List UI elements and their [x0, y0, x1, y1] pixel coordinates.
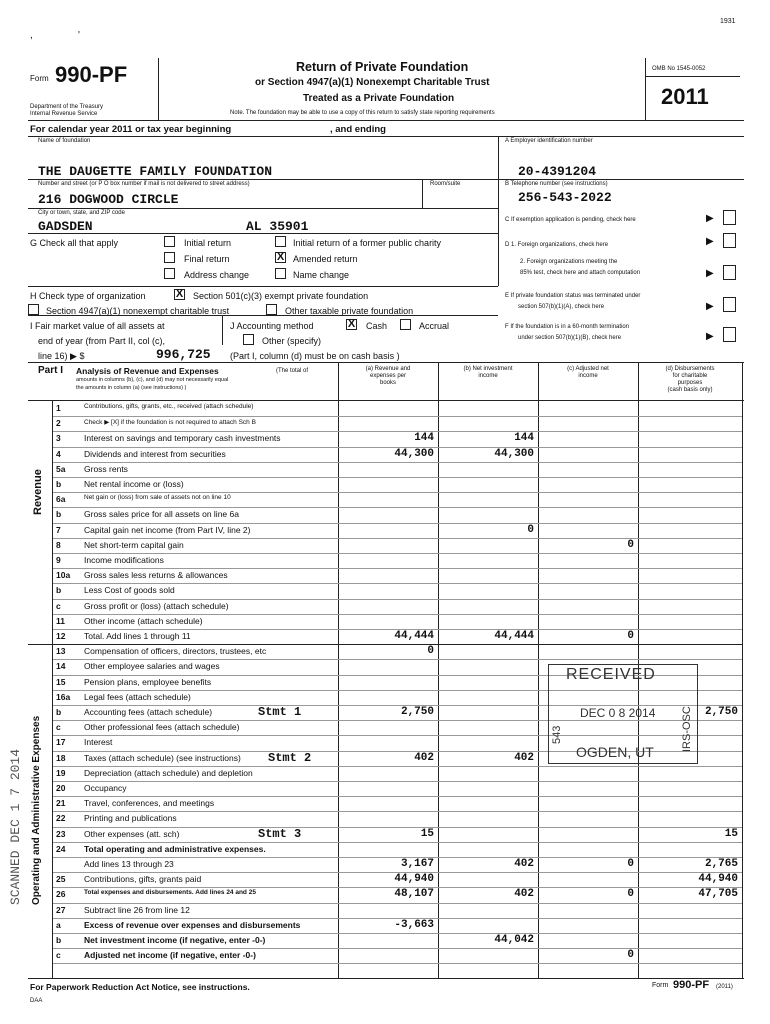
row-number: 16a	[56, 691, 71, 702]
column-header-d: (cash basis only)	[667, 387, 713, 393]
row-label: Printing and publications	[84, 813, 177, 824]
arrow-icon: ▶	[706, 213, 714, 224]
h-4947-label: Section 4947(a)(1) nonexempt charitable trust	[46, 306, 230, 316]
row-label: Total operating and administrative expenses.	[84, 843, 266, 854]
row-number: 10a	[56, 570, 71, 581]
row-label: Occupancy	[84, 783, 127, 793]
amended-return-checkbox[interactable]: X	[276, 251, 285, 263]
stamp-side-left: 543	[551, 725, 563, 744]
d2-checkbox[interactable]	[723, 265, 736, 280]
d2b-label: 85% test, check here and attach computation	[520, 270, 641, 276]
stamp-side-right: IRS-OSC	[681, 706, 693, 752]
row-label: Gross sales price for all assets on line 6a	[84, 509, 239, 520]
d1-checkbox[interactable]	[723, 233, 736, 248]
cell-b: 402	[514, 858, 534, 870]
side-expenses: Operating and Administrative Expenses	[31, 715, 42, 905]
final-return-checkbox[interactable]	[164, 252, 175, 263]
row-label: Other professional fees (attach schedule)	[84, 722, 240, 733]
city: GADSDEN	[38, 219, 93, 234]
amended-return-label: Amended return	[293, 254, 358, 264]
row-number: b	[56, 585, 62, 596]
street-address: 216 DOGWOOD CIRCLE	[38, 192, 179, 207]
part-title: Analysis of Revenue and Expenses	[76, 366, 219, 376]
stamp-received: RECEIVED	[566, 666, 656, 683]
final-return-label: Final return	[184, 254, 230, 264]
row-number: 23	[56, 828, 66, 839]
statement-ref[interactable]: Stmt 2	[268, 750, 312, 765]
j-label: J Accounting method	[230, 321, 314, 331]
cell-d: 2,750	[704, 706, 738, 718]
column-header-a: (a) Revenue and	[365, 366, 411, 372]
row-label: Capital gain net income (from Part IV, line 2)	[84, 524, 251, 535]
cell-c: 0	[627, 538, 634, 551]
row-label: Less Cost of goods sold	[84, 585, 175, 596]
row-label: Other employee salaries and wages	[84, 661, 220, 672]
cell-c: 0	[627, 630, 634, 642]
cell-d: 15	[724, 827, 738, 840]
cell-a: 402	[414, 751, 434, 764]
row-label: Gross rents	[84, 463, 128, 474]
and-ending: , and ending	[330, 124, 386, 135]
e2-label: section 507(b)(1)(A), check here	[518, 304, 605, 310]
h-other-checkbox[interactable]	[266, 304, 277, 315]
row-number: 15	[56, 676, 66, 687]
scan-mark: ,	[30, 30, 33, 41]
cell-a: -3,663	[394, 918, 434, 931]
row-number: 5a	[56, 463, 66, 474]
i-label-3: line 16) ▶ $	[38, 351, 85, 361]
row-number: b	[56, 935, 62, 945]
part-i-note: (Part I, column (d) must be on cash basis )	[230, 351, 400, 361]
row-label: Net rental income or (loss)	[84, 479, 184, 489]
row-number: 4	[56, 448, 61, 459]
ein-label: A Employer identification number	[505, 138, 593, 144]
row-number: 8	[56, 539, 61, 550]
dept-line-2: Internal Revenue Service	[30, 111, 98, 117]
cell-a: 44,444	[394, 630, 434, 642]
row-number: 7	[56, 524, 61, 535]
row-label: Income modifications	[84, 555, 164, 565]
column-header-d: purposes	[677, 380, 703, 386]
row-number: c	[56, 950, 61, 961]
column-header-a: books	[379, 380, 396, 386]
row-label: Adjusted net income (if negative, enter -0-)	[84, 950, 256, 961]
form-subtitle-2: Treated as a Private Foundation	[303, 93, 455, 104]
row-label: Depreciation (attach schedule) and depletion	[84, 767, 253, 778]
row-number: 27	[56, 904, 66, 915]
row-number: 3	[56, 433, 61, 444]
row-number: 24	[56, 843, 66, 854]
row-label: Gross profit or (loss) (attach schedule)	[84, 600, 229, 611]
column-header-d: for charitable	[672, 373, 708, 379]
row-number: 18	[56, 752, 66, 763]
part-label: Part I	[38, 365, 64, 376]
i-label-1: I Fair market value of all assets at	[30, 321, 165, 331]
row-label: Pension plans, employee benefits	[84, 676, 212, 687]
row-number: 21	[56, 798, 66, 809]
cell-b: 144	[514, 432, 534, 445]
row-label: Net gain or (loss) from sale of assets not on line 10	[84, 494, 231, 502]
row-number: 17	[56, 737, 66, 748]
cell-a: 15	[420, 827, 434, 840]
initial-former-checkbox[interactable]	[275, 236, 286, 247]
row-label: Other expenses (att. sch)	[84, 828, 180, 839]
row-number: 14	[56, 661, 66, 672]
row-label: Contributions, gifts, grants, etc., received (attach schedule)	[84, 403, 254, 410]
cell-b: 402	[514, 751, 534, 764]
row-label: Travel, conferences, and meetings	[84, 798, 215, 809]
row-number: 22	[56, 813, 66, 824]
row-label: Total expenses and disbursements. Add lines 24 and 25	[84, 889, 256, 897]
fmv-value: 996,725	[156, 347, 211, 362]
phone: 256-543-2022	[518, 190, 612, 205]
d2a-label: 2. Foreign organizations meeting the	[520, 259, 618, 265]
row-label: Add lines 13 through 23	[84, 859, 174, 869]
column-header-c: income	[578, 373, 598, 379]
top-code: 1931	[720, 18, 736, 25]
part-title-note-2: amounts in columns (b), (c), and (d) may not necessarily equal	[76, 377, 229, 383]
row-label: Taxes (attach schedule) (see instructions)	[84, 752, 241, 763]
row-number: 11	[56, 615, 65, 626]
row-number: 1	[56, 403, 61, 413]
h-4947-checkbox[interactable]	[28, 304, 39, 315]
name-change-label: Name change	[293, 270, 350, 280]
row-number: 6a	[56, 494, 66, 505]
cell-a: 3,167	[400, 858, 434, 870]
column-header-a: expenses per	[369, 373, 407, 379]
other-specify-label: Other (specify)	[262, 336, 322, 346]
footer-form-year: (2011)	[716, 984, 733, 990]
cell-b: 402	[514, 888, 534, 901]
statement-ref[interactable]: Stmt 1	[258, 705, 302, 719]
row-label: Net short-term capital gain	[84, 539, 184, 550]
stamp-date: DEC 0 8 2014	[580, 706, 656, 720]
h-label: H Check type of organization	[30, 291, 146, 301]
row-label: Excess of revenue over expenses and disbursements	[84, 919, 301, 930]
dept-line-1: Department of the Treasury	[30, 104, 104, 110]
initial-return-checkbox[interactable]	[164, 236, 175, 247]
row-number: a	[56, 919, 61, 930]
cell-b: 44,300	[494, 447, 534, 460]
row-label: Interest	[84, 737, 113, 748]
initial-return-label: Initial return	[184, 238, 232, 248]
column-header-c: (c) Adjusted net	[567, 366, 609, 372]
phone-label: B Telephone number (see instructions)	[505, 181, 608, 187]
calendar-year-line: For calendar year 2011 or tax year beginning	[30, 124, 232, 135]
stamp-city: OGDEN, UT	[576, 744, 654, 760]
cash-label: Cash	[366, 321, 388, 331]
arrow-icon: ▶	[706, 268, 714, 279]
arrow-icon: ▶	[706, 236, 714, 247]
address-change-label: Address change	[184, 270, 250, 280]
row-label: Net investment income (if negative, enter -0-)	[84, 935, 266, 945]
row-number: c	[56, 722, 61, 733]
accrual-checkbox[interactable]	[400, 319, 411, 330]
e1-label: E If private foundation status was terminated under	[505, 293, 641, 299]
cell-c: 0	[627, 888, 634, 901]
cell-a: 44,940	[394, 873, 434, 886]
form-note: Note. The foundation may be able to use a copy of this return to satisfy state reporting requirements	[230, 110, 495, 116]
foundation-name: THE DAUGETTE FAMILY FOUNDATION	[38, 164, 273, 179]
row-number: b	[56, 509, 62, 520]
side-revenue: Revenue	[32, 469, 44, 515]
row-number: 2	[56, 418, 61, 429]
footer-form-label: Form	[652, 982, 669, 989]
i-label-2: end of year (from Part II, col (c),	[38, 336, 166, 346]
row-number: 13	[56, 646, 66, 657]
row-number: 12	[56, 631, 66, 641]
footer-form-number: 990-PF	[673, 979, 710, 991]
row-number: 26	[56, 889, 66, 900]
e-checkbox[interactable]	[723, 297, 736, 312]
room-label: Room/suite	[430, 181, 461, 187]
row-label: Interest on savings and temporary cash investments	[84, 433, 281, 444]
arrow-icon: ▶	[706, 331, 714, 342]
row-number: 9	[56, 555, 61, 565]
part-title-note-3: the amounts in column (a) (see instructions) )	[76, 385, 187, 391]
row-label: Dividends and interest from securities	[84, 448, 226, 459]
row-label: Compensation of officers, directors, trustees, etc	[84, 646, 267, 657]
paperwork-notice: For Paperwork Reduction Act Notice, see instructions.	[30, 982, 250, 992]
scan-mark: '	[78, 30, 80, 41]
address-change-checkbox[interactable]	[164, 268, 175, 279]
row-number: 20	[56, 783, 66, 793]
row-number: 25	[56, 874, 66, 885]
form-subtitle-1: or Section 4947(a)(1) Nonexempt Charitable Trust	[255, 77, 490, 88]
cell-a: 0	[427, 645, 434, 658]
h-501-checkbox[interactable]: X	[175, 288, 184, 300]
row-label: Accounting fees (attach schedule)	[84, 707, 213, 717]
row-label: Subtract line 26 from line 12	[84, 904, 190, 915]
omb-number: OMB No 1545-0052	[652, 66, 706, 72]
cell-b: 44,042	[494, 934, 534, 946]
statement-ref[interactable]: Stmt 3	[258, 826, 302, 841]
c-label: C If exemption application is pending, check here	[505, 217, 636, 223]
cell-a: 48,107	[394, 888, 434, 901]
city-label: City or town, state, and ZIP code	[38, 210, 125, 216]
column-header-d: (d) Disbursements	[665, 366, 715, 372]
row-label: Gross sales less returns & allowances	[84, 570, 228, 581]
cell-b: 44,444	[494, 630, 534, 642]
cell-a: 44,300	[394, 447, 434, 460]
cash-checkbox[interactable]: X	[347, 318, 356, 330]
row-label: Other income (attach schedule)	[84, 615, 203, 626]
column-header-b: income	[478, 373, 498, 379]
row-number: 19	[56, 767, 66, 778]
cell-c: 0	[627, 858, 634, 870]
form-title: Return of Private Foundation	[296, 60, 469, 74]
f-checkbox[interactable]	[723, 327, 736, 342]
d1-label: D 1. Foreign organizations, check here	[505, 242, 609, 248]
initial-former-label: Initial return of a former public charity	[293, 238, 442, 248]
f1-label: F If the foundation is in a 60-month termination	[505, 324, 630, 330]
form-number: 990-PF	[55, 62, 128, 87]
ein: 20-4391204	[518, 164, 597, 179]
row-label: Legal fees (attach schedule)	[84, 691, 191, 702]
scanned-stamp: SCANNED DEC 1 7 2014	[8, 748, 23, 905]
part-title-note-1: (The total of	[276, 368, 309, 374]
h-501-label: Section 501(c)(3) exempt private foundation	[193, 291, 369, 301]
daa: DAA	[30, 998, 43, 1004]
c-checkbox[interactable]	[723, 210, 736, 225]
cell-d: 47,705	[698, 888, 738, 901]
row-label: Total. Add lines 1 through 11	[84, 631, 191, 641]
h-other-label: Other taxable private foundation	[285, 306, 414, 316]
f2-label: under section 507(b)(1)(B), check here	[518, 335, 622, 341]
cell-a: 144	[414, 432, 434, 445]
cell-a: 2,750	[400, 706, 434, 718]
name-label: Name of foundation	[38, 138, 91, 144]
cell-c: 0	[627, 949, 634, 962]
cell-d: 44,940	[698, 873, 738, 886]
street-label: Number and street (or P O box number if mail is not delivered to street address)	[38, 181, 250, 187]
tax-year: 2011	[661, 84, 709, 109]
row-number: c	[56, 600, 61, 611]
cell-d: 2,765	[704, 858, 738, 870]
state-zip: AL 35901	[246, 219, 309, 234]
accrual-label: Accrual	[419, 321, 450, 331]
row-number: b	[56, 707, 62, 717]
other-method-checkbox[interactable]	[243, 334, 254, 345]
cell-b: 0	[527, 523, 534, 536]
form-prefix: Form	[30, 74, 49, 83]
column-header-b: (b) Net investment	[463, 366, 513, 372]
name-change-checkbox[interactable]	[275, 268, 286, 279]
row-label: Check ▶ [X] if the foundation is not required to attach Sch B	[84, 419, 256, 427]
g-label: G Check all that apply	[30, 238, 119, 248]
arrow-icon: ▶	[706, 301, 714, 312]
row-label: Contributions, gifts, grants paid	[84, 874, 202, 885]
row-number: b	[56, 479, 62, 489]
